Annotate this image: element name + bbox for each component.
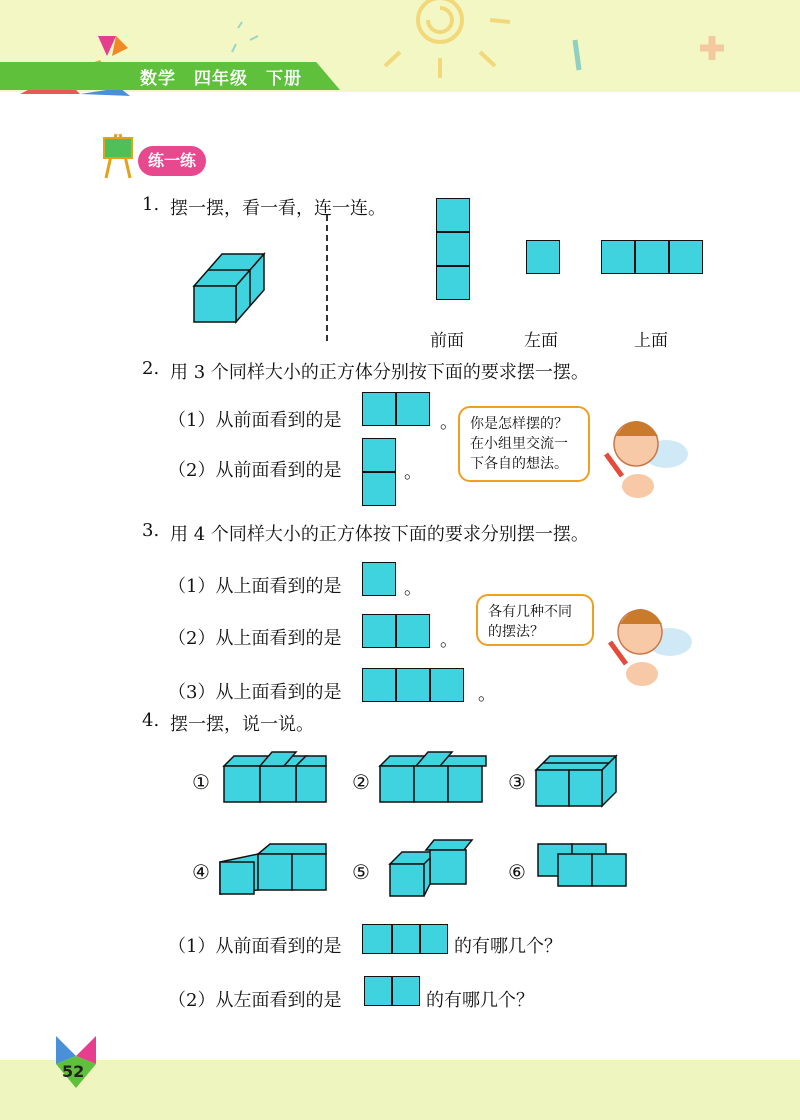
q4-marker-3: ③ <box>508 770 526 794</box>
q1-top-view-cell <box>635 240 669 274</box>
bubble2-line: 的摆法？ <box>488 624 544 640</box>
q1-front-view-cell <box>436 198 470 232</box>
q3-item3-cell <box>362 668 396 702</box>
q3-text: 用 4 个同样大小的正方体按下面的要求分别摆一摆。 <box>170 524 589 545</box>
q1-number: 1. <box>142 194 160 215</box>
q2-item1-suffix: 。 <box>440 412 458 433</box>
bubble1-line: 下各自的想法。 <box>470 456 568 472</box>
speech-bubble-1 <box>458 406 590 482</box>
q4-figure-2 <box>378 750 488 810</box>
q4-item1-suffix: 的有哪几个？ <box>454 936 562 957</box>
q3-item2-prefix: （2）从上面看到的是 <box>168 628 342 649</box>
bubble2-line: 各有几种不同 <box>488 604 572 620</box>
q1-label-left: 左面 <box>524 331 558 351</box>
sun-doodle-icon <box>380 0 800 92</box>
speech-bubble-2 <box>476 594 594 646</box>
header-subject: 数学 <box>140 69 176 89</box>
sparkle-doodle-icon <box>228 18 268 58</box>
q3-item2-cell <box>396 614 430 648</box>
q2-item2-cell <box>362 472 396 506</box>
q1-label-top: 上面 <box>634 331 668 351</box>
header-grade: 四年级 <box>194 69 248 89</box>
q4-item2-cell <box>392 976 420 1006</box>
q4-item1-cell <box>392 924 420 954</box>
q1-front-view-cell <box>436 266 470 300</box>
cherub-icon <box>594 404 694 504</box>
q4-item1-cell <box>420 924 448 954</box>
q3-item1-prefix: （1）从上面看到的是 <box>168 576 342 597</box>
q4-marker-6: ⑥ <box>508 860 526 884</box>
bubble1-line: 你是怎样摆的？ <box>470 416 568 432</box>
q4-number: 4. <box>142 710 160 731</box>
q4-figure-3 <box>534 752 624 808</box>
q1-top-view-cell <box>669 240 703 274</box>
header-title <box>140 64 320 89</box>
q4-marker-2: ② <box>352 770 370 794</box>
q2-text: 用 3 个同样大小的正方体分别按下面的要求摆一摆。 <box>170 362 589 383</box>
q1-divider <box>326 215 328 341</box>
q2-item1-cell <box>396 392 430 426</box>
q4-figure-5 <box>388 838 478 898</box>
section-badge: 练一练 <box>138 146 206 176</box>
bubble1-line: 在小组里交流一 <box>470 436 568 452</box>
q1-front-view-cell <box>436 232 470 266</box>
q4-text: 摆一摆，说一说。 <box>170 714 314 735</box>
q1-left-view-cell <box>526 240 560 274</box>
q2-item2-prefix: （2）从前面看到的是 <box>168 460 342 481</box>
q2-item1-cell <box>362 392 396 426</box>
q1-top-view-cell <box>601 240 635 274</box>
q4-figure-1 <box>222 750 332 810</box>
cherub-icon <box>598 592 698 692</box>
q3-item2-cell <box>362 614 396 648</box>
q2-item1-prefix: （1）从前面看到的是 <box>168 410 342 431</box>
easel-icon <box>96 128 140 180</box>
q2-item2-cell <box>362 438 396 472</box>
q4-figure-6 <box>536 838 628 890</box>
q4-item1-prefix: （1）从前面看到的是 <box>168 936 342 957</box>
q2-number: 2. <box>142 358 160 379</box>
q3-number: 3. <box>142 520 160 541</box>
q3-item3-suffix: 。 <box>478 684 496 705</box>
q4-item2-cell <box>364 976 392 1006</box>
bottom-band <box>0 1060 800 1120</box>
q3-item3-prefix: （3）从上面看到的是 <box>168 682 342 703</box>
q1-cube-figure <box>190 248 270 328</box>
q3-item3-cell <box>396 668 430 702</box>
page-number: 52 <box>62 1062 85 1081</box>
q4-marker-4: ④ <box>192 860 210 884</box>
q4-marker-5: ⑤ <box>352 860 370 884</box>
q1-text: 摆一摆，看一看，连一连。 <box>170 198 386 219</box>
q4-marker-1: ① <box>192 770 210 794</box>
q3-item1-suffix: 。 <box>404 578 422 599</box>
q4-figure-4 <box>218 840 332 896</box>
q3-item1-cell <box>362 562 396 596</box>
q1-label-front: 前面 <box>430 331 464 351</box>
header-volume: 下册 <box>266 69 302 89</box>
q2-item2-suffix: 。 <box>404 462 422 483</box>
q4-item1-cell <box>362 924 392 954</box>
q4-item2-suffix: 的有哪几个？ <box>426 990 534 1011</box>
q3-item3-cell <box>430 668 464 702</box>
q3-item2-suffix: 。 <box>440 630 458 651</box>
q4-item2-prefix: （2）从左面看到的是 <box>168 990 342 1011</box>
